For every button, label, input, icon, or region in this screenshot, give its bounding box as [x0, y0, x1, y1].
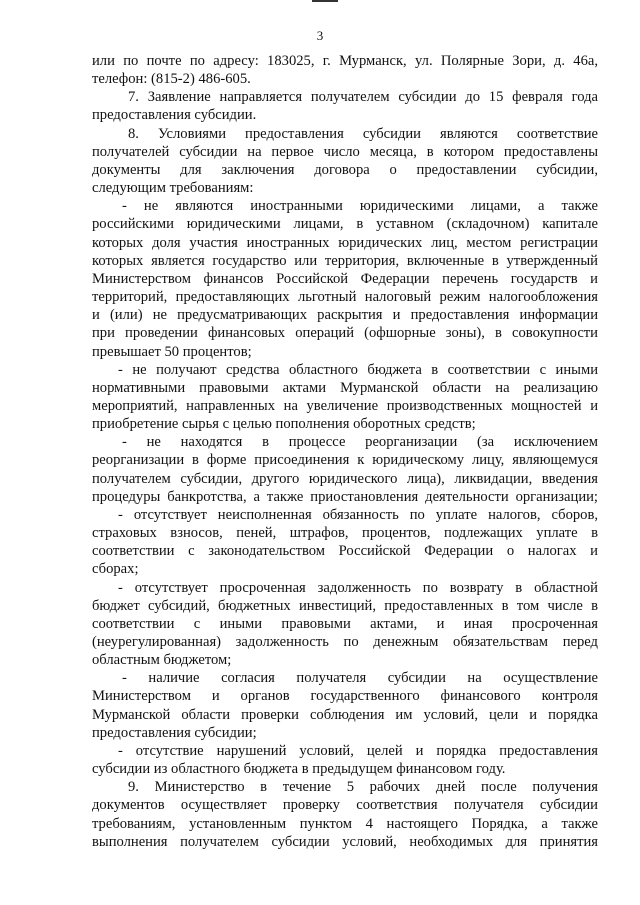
text-line: или по почте по адресу: 183025, г. Мурманск, ул. Полярные Зори, д. 46а,	[92, 53, 598, 69]
text-line: и (или) не предусматривающих раскрытия и предоставления информации	[92, 307, 598, 324]
text-line: при проведении финансовых операций (офшорные зоны), в совокупности	[92, 325, 598, 342]
text-line: Министерством и органов государственного финансового контроля	[92, 688, 598, 705]
text-line: документов осуществляет проверку соответствия получателя субсидии	[92, 797, 598, 814]
text-line: субсидии из областного бюджета в предыдущем финансовом году.	[92, 761, 506, 778]
text-line: требованиям, установленным пунктом 4 настоящего Порядка, а также	[92, 815, 598, 832]
text-line: - отсутствует просроченная задолженность по возврату в областной	[118, 579, 598, 596]
text-line: нормативными правовыми актами Мурманской области на реализацию	[92, 379, 598, 396]
text-line: - отсутствует неисполненная обязанность по уплате налогов, сборов,	[118, 506, 598, 523]
text-line: - не являются иностранными юридическими лицами, а также	[122, 198, 598, 215]
text-line: сборах;	[92, 561, 139, 578]
text-line: соответствии с законодательством Российской Федерации о налогах и	[92, 543, 598, 560]
text-line: соответствии с иными правовыми актами, и иная просроченная	[92, 615, 598, 632]
text-line: мероприятий, направленных на увеличение производственных мощностей и	[92, 397, 598, 414]
text-line: - наличие согласия получателя субсидии на осуществление	[122, 670, 598, 687]
text-line: страховых взносов, пеней, штрафов, процентов, подлежащих уплате в	[92, 525, 598, 542]
document-body	[92, 52, 598, 851]
text-line: Министерством финансов Российской Федерации перечень государств и	[92, 270, 598, 287]
text-line: 7. Заявление направляется получателем субсидии до 15 февраля года	[128, 89, 598, 106]
text-line: которых доля участия иностранных юридических лиц, местом регистрации	[92, 234, 598, 251]
text-line: процедуры банкротства, а также приостановления деятельности организации;	[92, 488, 598, 505]
text-line: документы для заключения договора о предоставлении субсидии,	[92, 161, 598, 178]
text-line: получателем субсидии, другого юридического лица), ликвидации, введения	[92, 470, 598, 487]
text-line: территорий, предоставляющих льготный налоговый режим налогообложения	[92, 289, 598, 306]
page-number: 3	[316, 28, 324, 43]
text-line: выполнения получателем субсидии условий, необходимых для принятия	[92, 833, 598, 850]
text-line: Мурманской области проверки соблюдения им условий, цели и порядка	[92, 706, 598, 723]
text-line: получателей субсидии на первое число месяца, в котором предоставлены	[92, 143, 598, 160]
text-line: предоставления субсидии;	[92, 724, 257, 741]
text-line: - отсутствие нарушений условий, целей и порядка предоставления	[118, 742, 598, 759]
text-line: 9. Министерство в течение 5 рабочих дней после получения	[128, 779, 598, 796]
text-line: приобретение сырья с целью пополнения оборотных средств;	[92, 416, 476, 433]
top-edge-mark	[312, 0, 338, 2]
text-line: бюджет субсидий, бюджетных инвестиций, предоставленных в том числе в	[92, 597, 598, 614]
text-line: российскими юридическими лицами, в уставном (складочном) капитале	[92, 216, 598, 233]
text-line: которых является государство или территория, включенные в утвержденный	[92, 252, 598, 269]
text-line: превышает 50 процентов;	[92, 343, 252, 360]
text-line: предоставления субсидии.	[92, 107, 257, 124]
text-line: 8. Условиями предоставления субсидии являются соответствие	[128, 125, 598, 142]
text-line: (неурегулированная) задолженность по денежным обязательствам перед	[92, 634, 598, 650]
text-line: реорганизации в форме присоединения к юридическому лицу, являющемуся	[92, 452, 598, 469]
text-line: - не находятся в процессе реорганизации (за исключением	[122, 434, 598, 451]
text-line: - не получают средства областного бюджета в соответствии с иными	[118, 361, 598, 378]
text-line: областным бюджетом;	[92, 652, 232, 669]
text-line: телефон: (815-2) 486-605.	[92, 71, 251, 88]
text-line: следующим требованиям:	[92, 180, 254, 197]
